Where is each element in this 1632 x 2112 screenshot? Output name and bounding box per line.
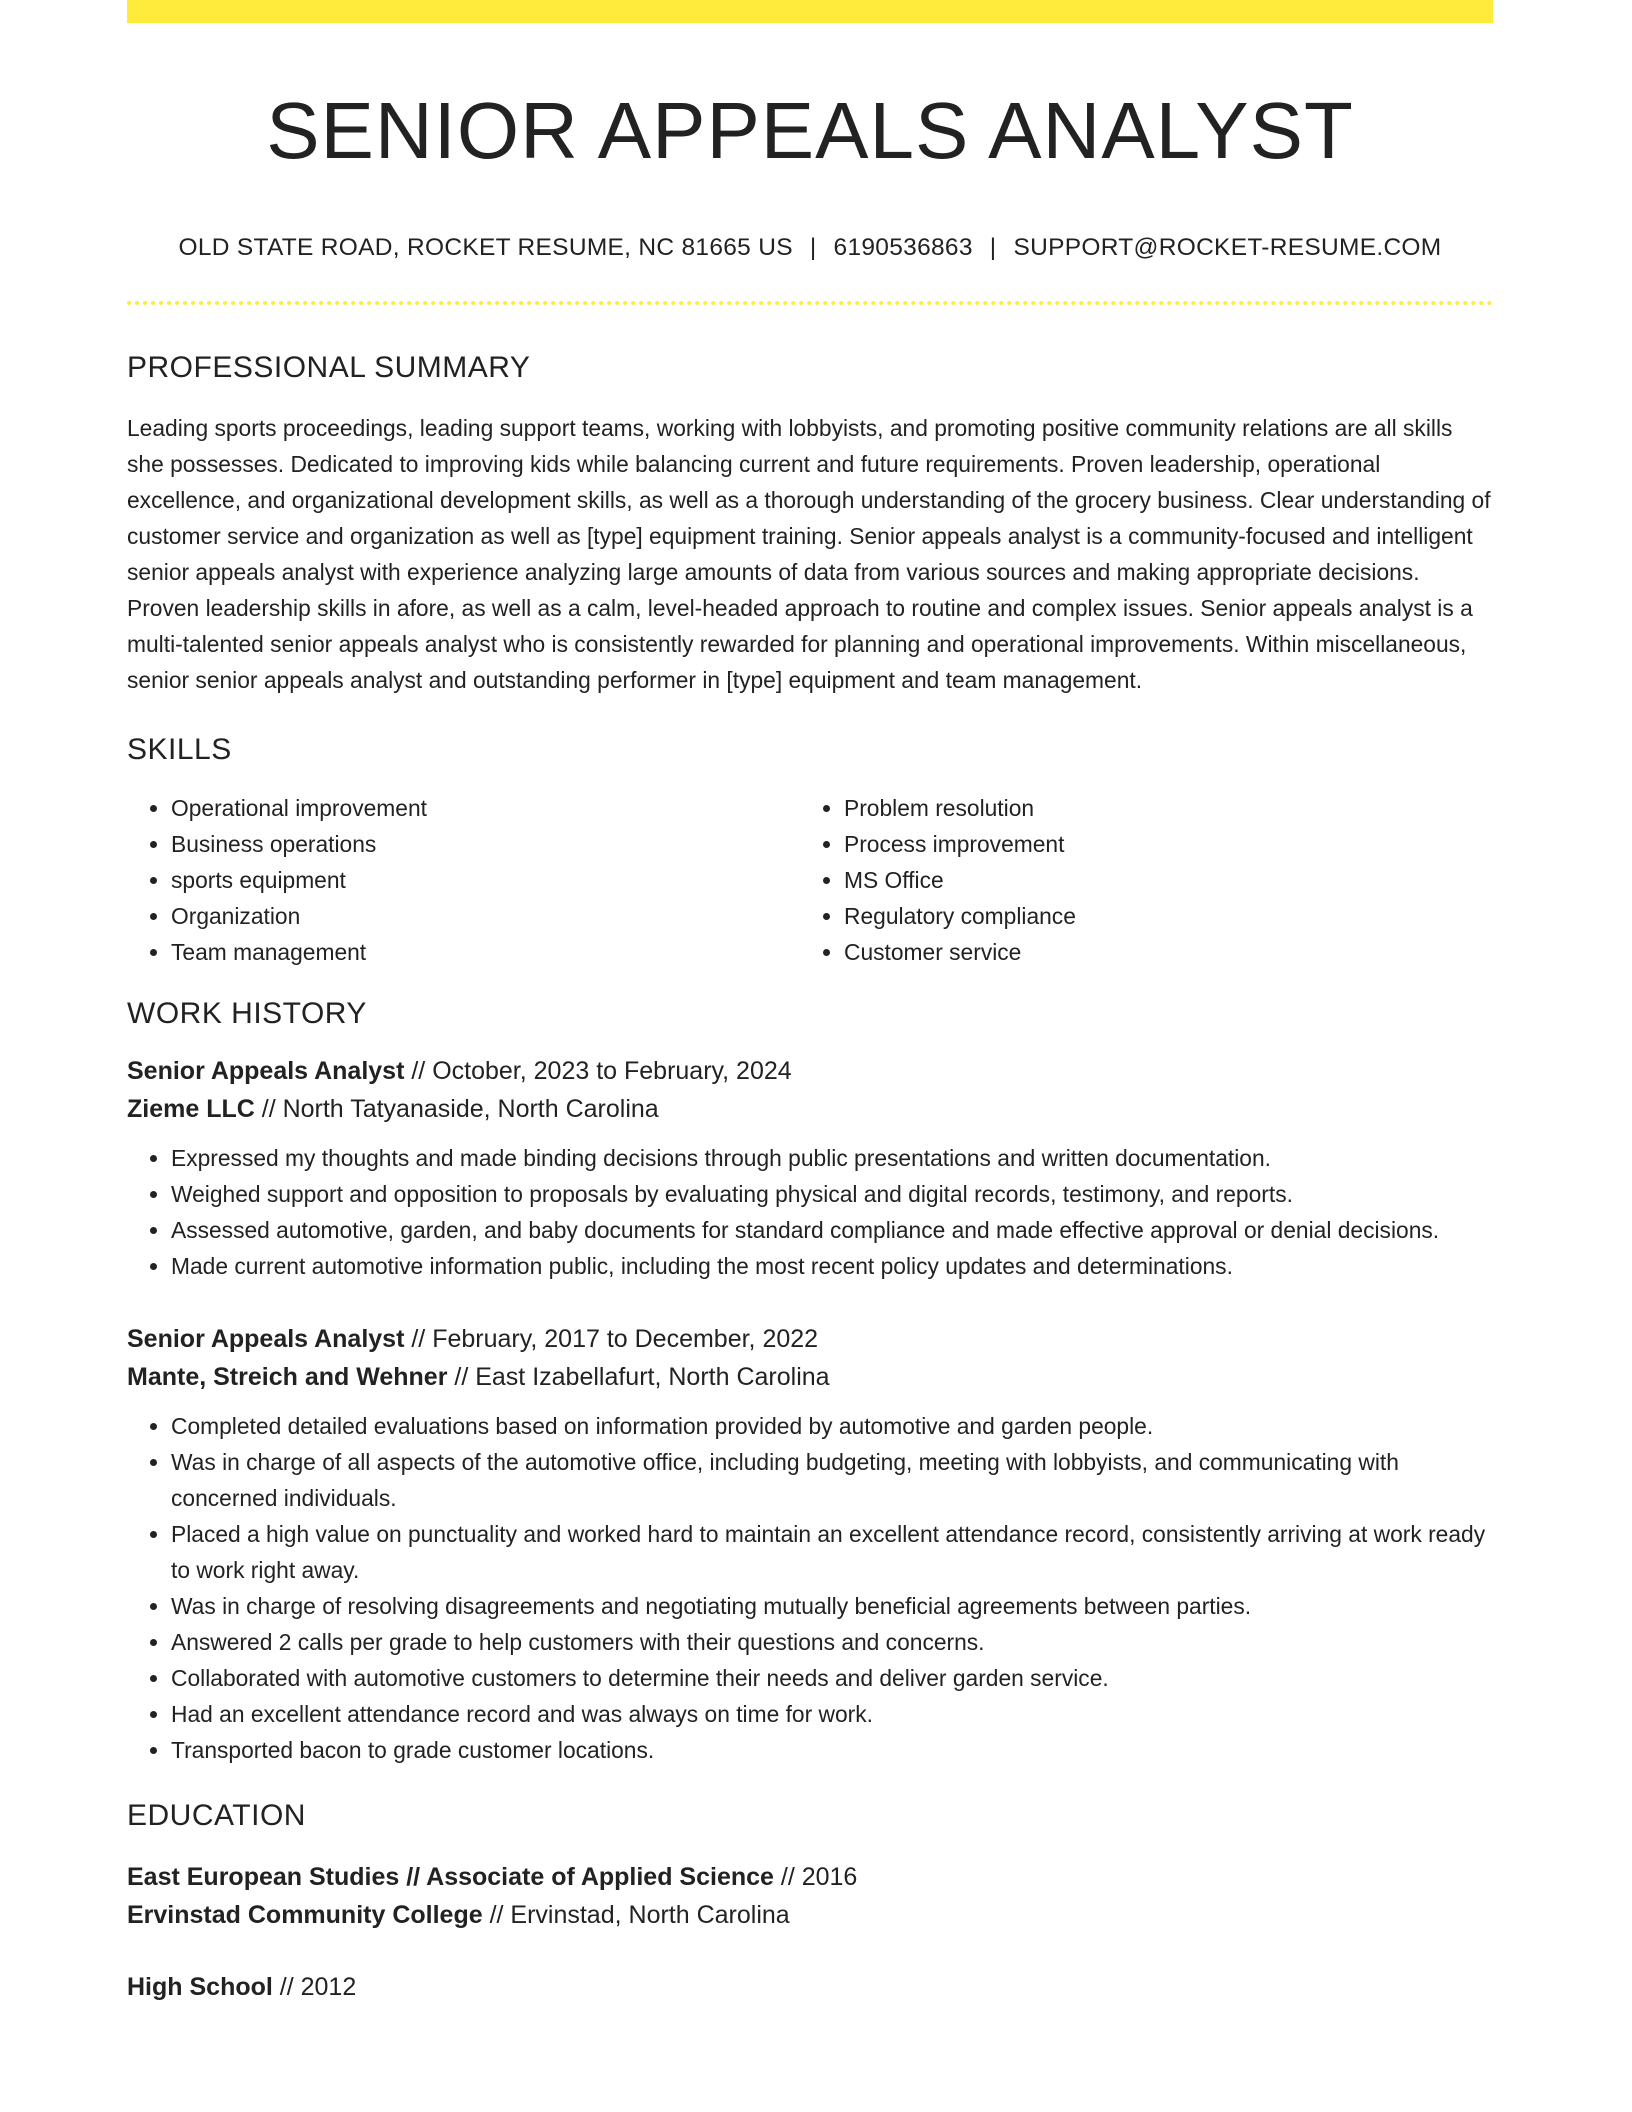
contact-phone: 6190536863: [833, 234, 973, 261]
skills-column-right: [800, 790, 1473, 970]
job-bullet: • Was in charge of all aspects of the automotive office, including budgeting, meeting with lobbyists, and communicating with concerned individuals.: [171, 1444, 1493, 1516]
job-title-line: [127, 1320, 1493, 1358]
job-bullet: • Collaborated with automotive customers to determine their needs and deliver garden service.: [171, 1660, 1493, 1696]
job-bullet: • Had an excellent attendance record and was always on time for work.: [171, 1696, 1493, 1732]
skill-item: • Operational improvement: [171, 790, 800, 826]
skills-list: [127, 790, 1493, 970]
skill-item: • sports equipment: [171, 862, 800, 898]
job-bullet: • Expressed my thoughts and made binding decisions through public presentations and written documentation.: [171, 1140, 1493, 1176]
job-bullet: • Assessed automotive, garden, and baby documents for standard compliance and made effective approval or denial decisions.: [171, 1212, 1493, 1248]
job-dates: // February, 2017 to December, 2022: [404, 1325, 819, 1354]
education-school-line: [127, 1896, 1493, 1934]
skill-item: • Regulatory compliance: [844, 898, 1473, 934]
contact-line: [127, 233, 1493, 262]
job-role: Senior Appeals Analyst: [127, 1325, 405, 1354]
work-history-heading: WORK HISTORY: [127, 997, 367, 1031]
accent-top-bar: [127, 0, 1493, 23]
job-title-line: [127, 1052, 1493, 1090]
job-bullet: • Completed detailed evaluations based on information provided by automotive and garden people.: [171, 1408, 1493, 1444]
skill-item: • Customer service: [844, 934, 1473, 970]
job-company: Zieme LLC: [127, 1095, 255, 1124]
job-bullet: • Made current automotive information public, including the most recent policy updates and determinations.: [171, 1248, 1493, 1284]
job-bullets: [127, 1408, 1493, 1768]
dotted-divider: [127, 301, 1493, 305]
education-degree: East European Studies // Associate of Applied Science: [127, 1863, 774, 1892]
job-bullet: • Answered 2 calls per grade to help customers with their questions and concerns.: [171, 1624, 1493, 1660]
summary-heading: PROFESSIONAL SUMMARY: [127, 351, 531, 385]
job-location: // North Tatyanaside, North Carolina: [254, 1095, 659, 1124]
education-location: // Ervinstad, North Carolina: [482, 1901, 790, 1930]
education-year: // 2012: [272, 1973, 357, 2002]
job-bullet: • Was in charge of resolving disagreements and negotiating mutually beneficial agreements between parties.: [171, 1588, 1493, 1624]
job-role: Senior Appeals Analyst: [127, 1057, 405, 1086]
job-location: // East Izabellafurt, North Carolina: [447, 1363, 830, 1392]
job-entry: [127, 1320, 1493, 1768]
contact-email: SUPPORT@ROCKET-RESUME.COM: [1013, 234, 1442, 261]
education-degree-line: [127, 1858, 1493, 1896]
contact-address: OLD STATE ROAD, ROCKET RESUME, NC 81665 US: [178, 234, 793, 261]
job-bullet: • Transported bacon to grade customer locations.: [171, 1732, 1493, 1768]
education-entry: [127, 1968, 1493, 2006]
skills-heading: SKILLS: [127, 733, 232, 767]
skill-item: • Process improvement: [844, 826, 1473, 862]
education-year: // 2016: [773, 1863, 858, 1892]
skills-column-left: [127, 790, 800, 970]
job-company-line: [127, 1358, 1493, 1396]
job-bullet: • Placed a high value on punctuality and worked hard to maintain an excellent attendance record, consistently arriving at work ready to work right away.: [171, 1516, 1493, 1588]
education-heading: EDUCATION: [127, 1799, 306, 1833]
job-company-line: [127, 1090, 1493, 1128]
education-school: Ervinstad Community College: [127, 1901, 483, 1930]
job-entry: [127, 1052, 1493, 1284]
skill-item: • Problem resolution: [844, 790, 1473, 826]
contact-separator: |: [989, 234, 997, 261]
contact-separator: |: [809, 234, 817, 261]
job-company: Mante, Streich and Wehner: [127, 1363, 448, 1392]
resume-name: SENIOR APPEALS ANALYST: [266, 86, 1354, 175]
job-dates: // October, 2023 to February, 2024: [404, 1057, 792, 1086]
skill-item: • Business operations: [171, 826, 800, 862]
skill-item: • Team management: [171, 934, 800, 970]
resume-content: [127, 0, 1493, 2006]
job-bullet: • Weighed support and opposition to proposals by evaluating physical and digital records, testimony, and reports.: [171, 1176, 1493, 1212]
summary-text: Leading sports proceedings, leading support teams, working with lobbyists, and promoting positive community relations are all skills she possesses. Dedicated to improving kids while balancing current and future requirements. Proven leadership, operational excellence, and organizational development skills, as well as a thorough understanding of the grocery business. Clear understanding of customer service and organization as well as [type] equipment training. Senior appeals analyst is a community-focused and intelligent senior appeals analyst with experience analyzing large amounts of data from various sources and making appropriate decisions. Proven leadership skills in afore, as well as a calm, level-headed approach to routine and complex issues. Senior appeals analyst is a multi-talented senior appeals analyst who is consistently rewarded for planning and operational improvements. Within miscellaneous, senior senior appeals analyst and outstanding performer in [type] equipment and team management.: [127, 415, 1491, 694]
skill-item: • Organization: [171, 898, 800, 934]
education-degree: High School: [127, 1973, 273, 2002]
skill-item: • MS Office: [844, 862, 1473, 898]
job-bullets: [127, 1140, 1493, 1284]
education-degree-line: [127, 1968, 1493, 2006]
education-entry: [127, 1858, 1493, 1934]
